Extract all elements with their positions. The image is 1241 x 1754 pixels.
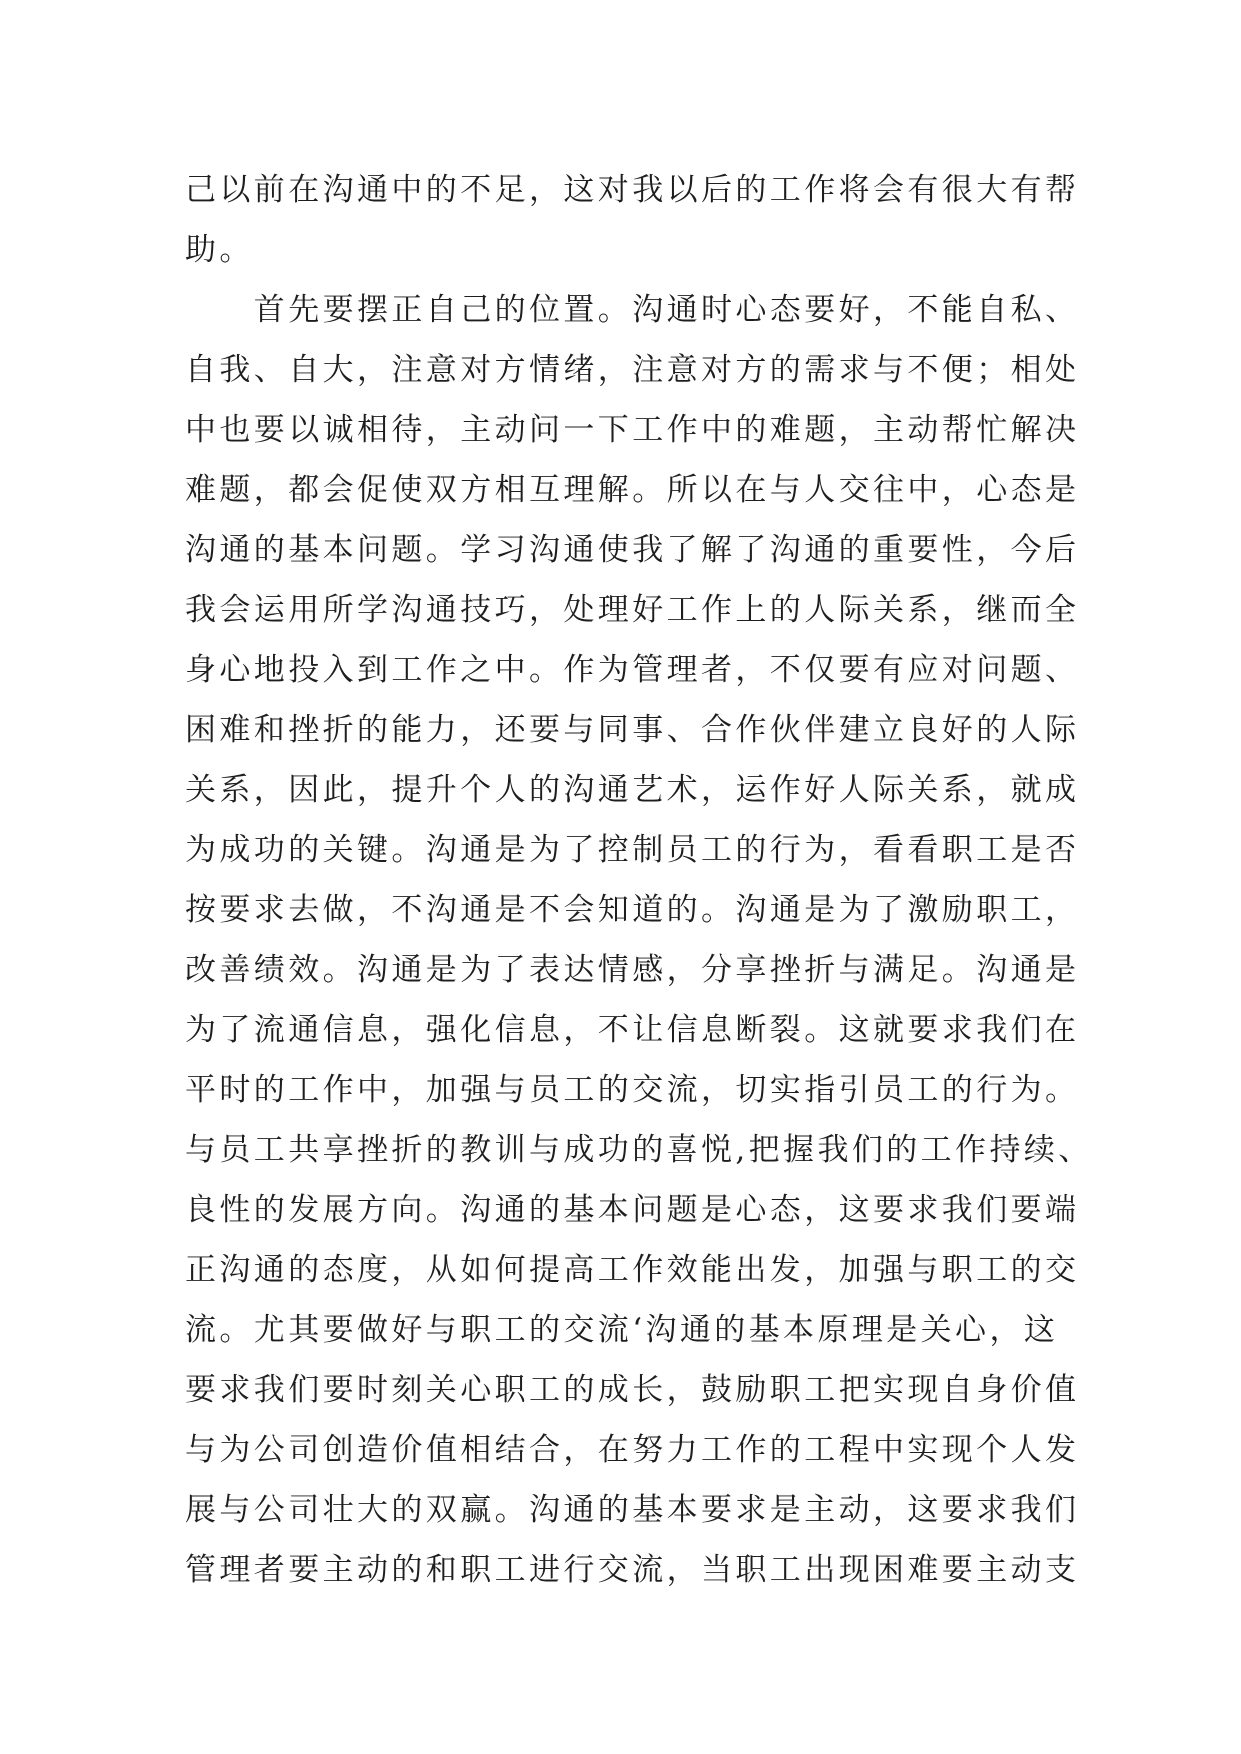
text-line: 流。尤其要做好与职工的交流‘沟通的基本原理是关心，这 [185, 1312, 1059, 1348]
text-line: 身心地投入到工作之中。作为管理者，不仅要有应对问题、 [185, 652, 1080, 688]
text-line: 良性的发展方向。沟通的基本问题是心态，这要求我们要端 [185, 1192, 1080, 1228]
body-text [185, 160, 1093, 1600]
text-line: 改善绩效。沟通是为了表达情感，分享挫折与满足。沟通是 [185, 952, 1080, 988]
text-line: 困难和挫折的能力，还要与同事、合作伙伴建立良好的人际 [185, 712, 1080, 748]
text-line: 难题，都会促使双方相互理解。所以在与人交往中，心态是 [185, 472, 1080, 508]
text-line: 按要求去做，不沟通是不会知道的。沟通是为了激励职工， [185, 892, 1080, 928]
text-line: 管理者要主动的和职工进行交流，当职工出现困难要主动支 [185, 1552, 1080, 1588]
text-line: 沟通的基本问题。学习沟通使我了解了沟通的重要性，今后 [185, 532, 1080, 568]
text-line: 为了流通信息，强化信息，不让信息断裂。这就要求我们在 [185, 1012, 1080, 1048]
paragraph-start-line: 首先要摆正自己的位置。沟通时心态要好，不能自私、 [185, 292, 1080, 328]
text-line: 与员工共享挫折的教训与成功的喜悦,把握我们的工作持续、 [185, 1132, 1093, 1168]
text-line: 与为公司创造价值相结合，在努力工作的工程中实现个人发 [185, 1432, 1080, 1468]
text-line: 我会运用所学沟通技巧，处理好工作上的人际关系，继而全 [185, 592, 1080, 628]
text-line: 助。 [185, 232, 254, 268]
text-line: 关系，因此，提升个人的沟通艺术，运作好人际关系，就成 [185, 772, 1080, 808]
text-line: 为成功的关键。沟通是为了控制员工的行为，看看职工是否 [185, 832, 1080, 868]
text-line: 中也要以诚相待，主动问一下工作中的难题，主动帮忙解决 [185, 412, 1080, 448]
text-line: 自我、自大，注意对方情绪，注意对方的需求与不便；相处 [185, 352, 1080, 388]
text-line: 正沟通的态度，从如何提高工作效能出发，加强与职工的交 [185, 1252, 1080, 1288]
text-line: 平时的工作中，加强与员工的交流，切实指引员工的行为。 [185, 1072, 1080, 1108]
text-line: 要求我们要时刻关心职工的成长，鼓励职工把实现自身价值 [185, 1372, 1080, 1408]
text-line: 己以前在沟通中的不足，这对我以后的工作将会有很大有帮 [185, 172, 1080, 208]
text-line: 展与公司壮大的双赢。沟通的基本要求是主动，这要求我们 [185, 1492, 1080, 1528]
